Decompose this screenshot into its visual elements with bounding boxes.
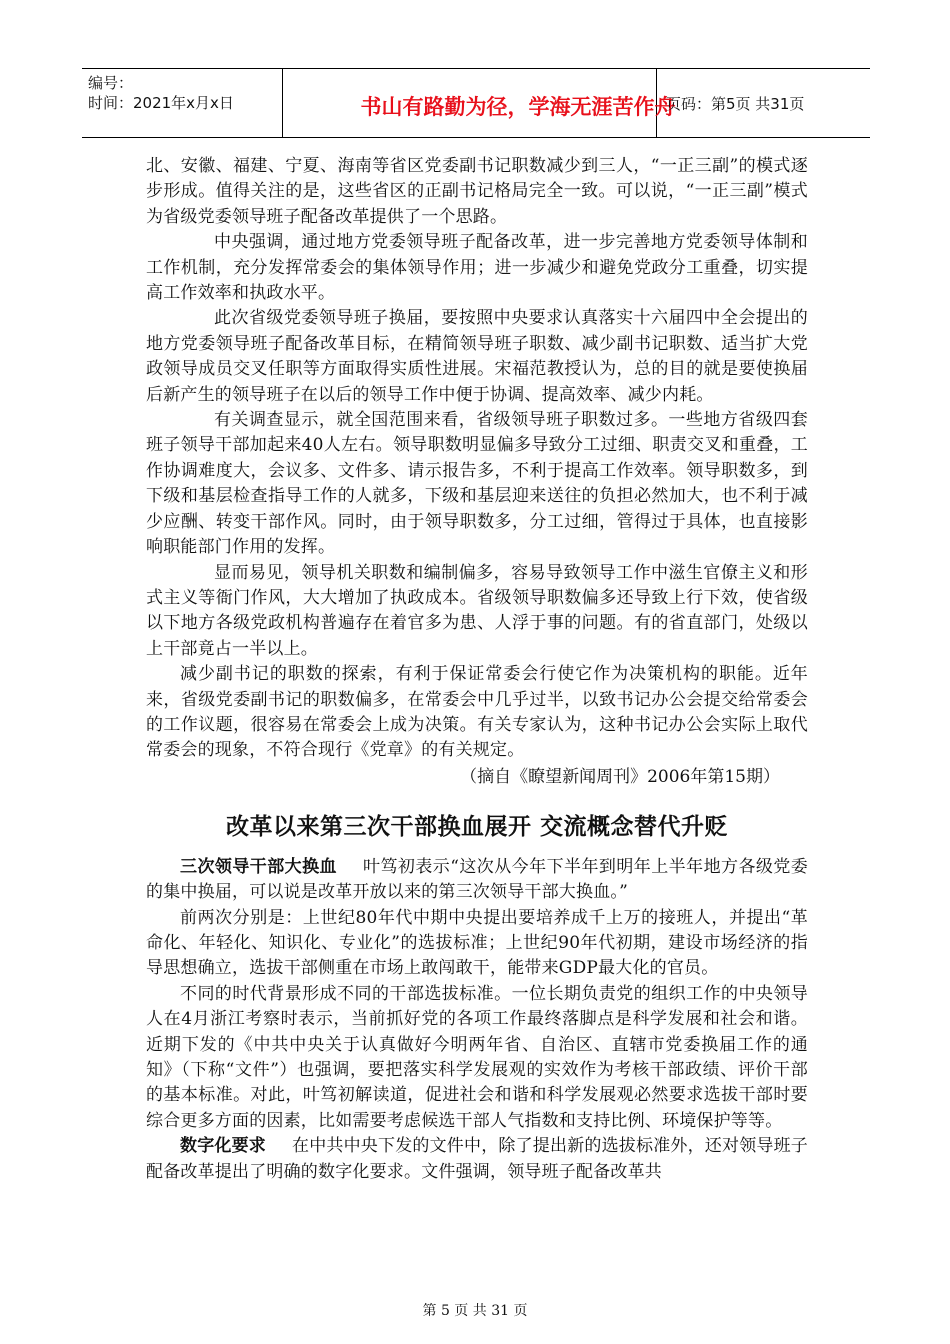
keyword-heading: 三次领导干部大换血: [180, 856, 337, 877]
paragraph-text: 叶笃初表示“这次从今年下半年到明年上半年地方各级党委的集中换届，可以说是改革开放以来的第三次领导干部大换血。”: [146, 856, 808, 903]
number-label: 编号：: [88, 74, 134, 92]
keyword-heading: 数字化要求: [180, 1136, 266, 1157]
paragraph: 显而易见，领导机关职数和编制偏多，容易导致领导工作中滋生官僚主义和形式主义等衙门作风，大大增加了执政成本。省级领导职数偏多还导致上行下效，使省级以下地方各级党政机构普遍存在着官多为患、人浮于事的问题。有的省直部门，处级以上干部竟占一半以上。: [146, 562, 808, 659]
paragraph: 北、安徽、福建、宁夏、海南等省区党委副书记职数减少到三人，“一正三副”的模式逐步形成。值得关注的是，这些省区的正副书记格局完全一致。可以说，“一正三副”模式为省级党委领导班子配备改革提供了一个思路。: [146, 156, 808, 227]
paragraph: 中央强调，通过地方党委领导班子配备改革，进一步完善地方党委领导体制和工作机制，充分发挥常委会的集体领导作用；进一步减少和避免党政分工重叠，切实提高工作效率和执政水平。: [146, 232, 808, 304]
paragraph: 前两次分别是：上世纪80年代中期中央提出要培养成千上万的接班人，并提出“革命化、年轻化、知识化、专业化”的选拔标准；上世纪90年代初期，建设市场经济的指导思想确立，选拔干部侧重在市场上敢闯敢干，能带来GDP最大化的官员。: [146, 907, 808, 979]
paragraph-text: 在中共中央下发的文件中，除了提出新的选拔标准外，还对领导班子配备改革提出了明确的数字化要求。文件强调，领导班子配备改革共: [146, 1136, 808, 1182]
paragraph: 此次省级党委领导班子换届，要按照中央要求认真落实十六届四中全会提出的地方党委领导班子配备改革目标，在精简领导班子职数、减少副书记职数、适当扩大党政领导成员交叉任职等方面取得实质性进展。宋福范教授认为，总的目的就是要使换届后新产生的领导班子在以后的领导工作中便于协调、提高效率、减少内耗。: [146, 308, 808, 405]
source-note: （摘自《瞭望新闻周刊》2006年第15期）: [460, 766, 780, 787]
document-body: [146, 154, 808, 1185]
paragraph: [146, 1134, 808, 1185]
header-divider: [282, 69, 283, 137]
paragraph: 减少副书记的职数的探索，有利于保证常委会行使它作为决策机构的职能。近年来，省级党委副书记的职数偏多，在常委会中几乎过半，以致书记办公会提交给常委会的工作议题，很容易在常委会上成为决策。有关专家认为，这种书记办公会实际上取代常委会的现象，不符合现行《党章》的有关规定。: [146, 664, 808, 761]
header-page-label: 页码：第5页 共31页: [666, 95, 805, 113]
header-motto: 书山有路勤为径，学海无涯苦作舟: [360, 95, 676, 119]
date-label: 时间：2021年x月x日: [88, 94, 234, 112]
page-footer: 第 5 页 共 31 页: [422, 1303, 528, 1319]
section-title: 改革以来第三次干部换血展开 交流概念替代升贬: [225, 813, 728, 840]
paragraph: 有关调查显示，就全国范围来看，省级领导班子职数过多。一些地方省级四套班子领导干部加起来40人左右。领导职数明显偏多导致分工过细、职责交叉和重叠，工作协调难度大，会议多、文件多、请示报告多，不利于提高工作效率。领导职数多，到下级和基层检查指导工作的人就多，下级和基层迎来送往的负担必然加大，也不利于减少应酬、转变干部作风。同时，由于领导职数多，分工过细，管得过于具体，也直接影响职能部门作用的发挥。: [146, 410, 808, 558]
paragraph: [146, 855, 808, 906]
header-meta: [88, 73, 278, 113]
paragraph: 不同的时代背景形成不同的干部选拔标准。一位长期负责党的组织工作的中央领导人在4月浙江考察时表示，当前抓好党的各项工作最终落脚点是科学发展和社会和谐。近期下发的《中共中央关于认真做好今明两年省、自治区、直辖市党委换届工作的通知》（下称“文件”）也强调，要把落实科学发展观的实效作为考核干部政绩、评价干部的基本标准。对此，叶笃初解读道，促进社会和谐和科学发展观必然要求选拔干部时要综合更多方面的因素，比如需要考虑候选干部人气指数和支持比例、环境保护等等。: [146, 983, 808, 1131]
page-header: [82, 68, 870, 138]
